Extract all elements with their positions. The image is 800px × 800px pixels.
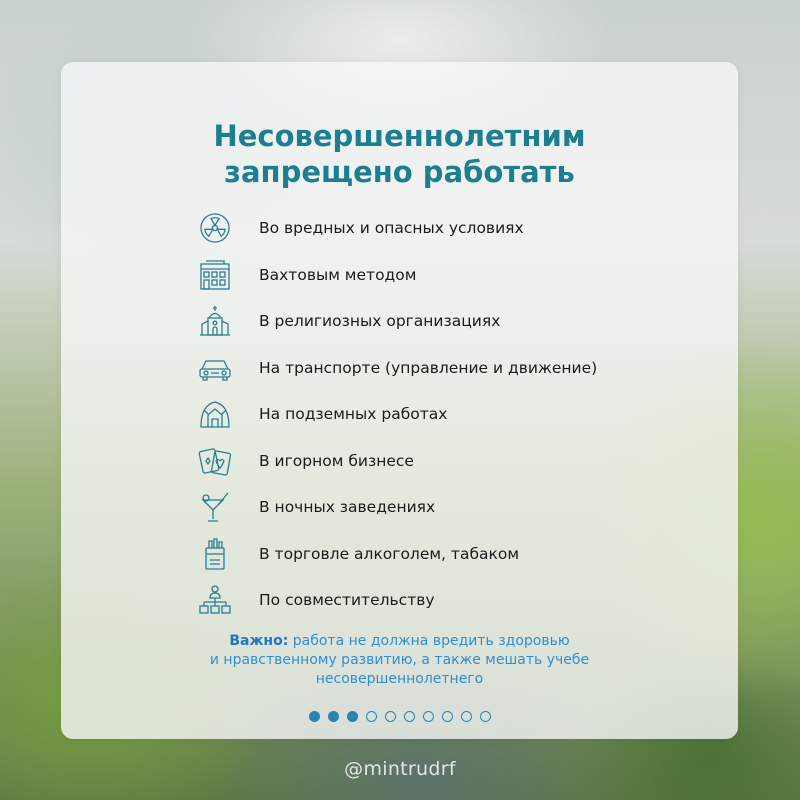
pagination-dot[interactable] (423, 711, 434, 722)
pagination-dot[interactable] (347, 711, 358, 722)
note-line-2: и нравственному развитию, а также мешать учебе (209, 652, 590, 668)
pagination-dot[interactable] (404, 711, 415, 722)
card-title-line-1: Несовершеннолетним (213, 119, 586, 153)
pagination-dots[interactable] (61, 711, 738, 725)
note-bold-label: Важно: (229, 633, 289, 649)
pagination-dot[interactable] (309, 711, 320, 722)
underground-icon (197, 396, 233, 432)
list-item-label: Во вредных и опасных условиях (259, 219, 524, 237)
note-line-1: работа не должна вредить здоровью (288, 633, 570, 649)
list-item-label: В торговле алкоголем, табаком (259, 544, 520, 563)
info-card (61, 62, 738, 739)
note-line-3: несовершеннолетнего (315, 671, 484, 687)
card-title-line-2: запрещено работать (224, 155, 575, 189)
cigarettes-icon (197, 536, 233, 572)
church-icon (197, 303, 233, 339)
building-icon (197, 257, 233, 293)
car-icon (197, 350, 233, 386)
pagination-dot[interactable] (442, 711, 453, 722)
pagination-dot[interactable] (328, 711, 339, 722)
pagination-dot[interactable] (480, 711, 491, 722)
card-title (61, 118, 738, 190)
pagination-dot[interactable] (461, 711, 472, 722)
account-handle: @mintrudrf (344, 758, 456, 780)
org-chart-icon (197, 582, 233, 618)
list-item-label: В игорном бизнесе (259, 451, 414, 470)
cocktail-icon (197, 489, 233, 525)
cards-icon (197, 443, 233, 479)
pagination-dot[interactable] (385, 711, 396, 722)
pagination-dot[interactable] (366, 711, 377, 722)
list-item-label: Вахтовым методом (259, 265, 417, 284)
important-note (61, 632, 738, 689)
list-item-label: В ночных заведениях (259, 498, 436, 516)
list-item-label: По совместительству (259, 591, 435, 609)
radiation-icon (197, 210, 233, 246)
list-item-label: На транспорте (управление и движение) (259, 358, 598, 377)
list-item-label: На подземных работах (259, 405, 448, 423)
list-item-label: В религиозных организациях (259, 312, 501, 330)
